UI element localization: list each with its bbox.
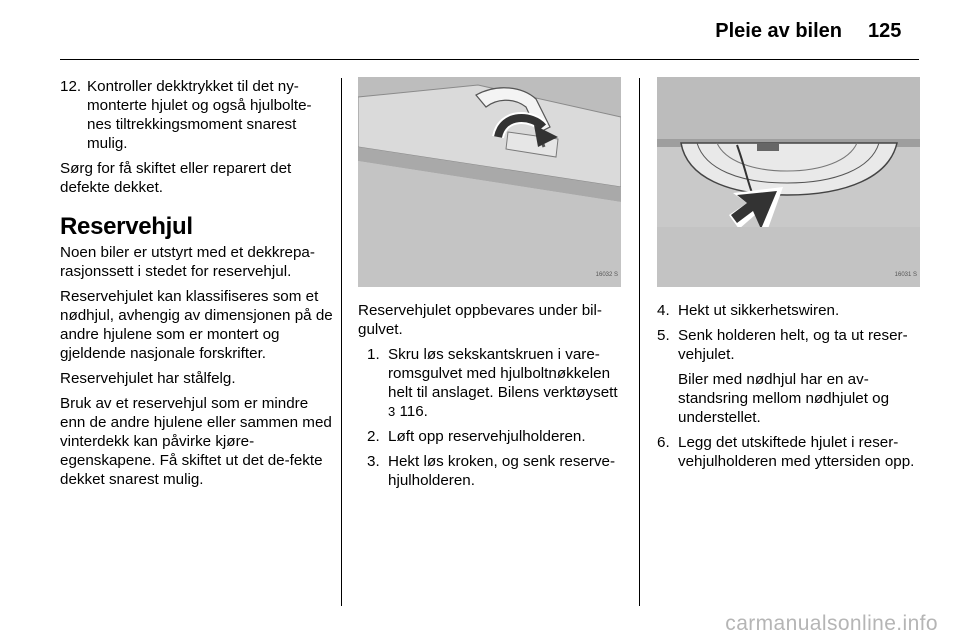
- step-text: Hekt ut sikkerhetswiren.: [678, 302, 840, 319]
- page-reference-arrow-icon: 3: [388, 404, 396, 419]
- page-reference-link[interactable]: 116.: [399, 403, 428, 420]
- step-number: 4.: [657, 302, 670, 319]
- instruction-step-3: [358, 452, 624, 490]
- step-text: Senk holderen helt, og ta ut reser-vehjulet.: [678, 327, 908, 363]
- paragraph-repair-tyre: Sørg for få skiftet eller reparert det defekte dekket.: [60, 160, 292, 196]
- instruction-step-5: [657, 326, 922, 427]
- header-divider: [60, 59, 919, 60]
- step-number: 3.: [367, 453, 380, 470]
- figure-code: 16031 S: [894, 272, 917, 278]
- column-divider-2: [639, 78, 640, 606]
- instruction-step-6: [657, 433, 922, 471]
- step-number: 1.: [367, 346, 380, 363]
- step-number: 2.: [367, 428, 380, 445]
- paragraph-storage: Reservehjulet oppbevares under bil-gulvet.: [358, 302, 602, 338]
- page-number: 125: [868, 20, 902, 42]
- paragraph-repair-kit: Noen biler er utstyrt med et dekkrepa-rasjonssett i stedet for reservehjul.: [60, 244, 315, 280]
- paragraph-handling: Bruk av et reservehjul som er mindre enn de andre hjulene eller sammen med vinterdekk kan påvirke kjøre-egenskapene. Få skiftet ut det de-fekte dekket snarest mulig.: [60, 395, 332, 488]
- instruction-step-1: [358, 345, 624, 421]
- watermark: carmanualsonline.info: [725, 612, 938, 635]
- section-heading: Reservehjul: [60, 213, 193, 240]
- paragraph-steel-rim: Reservehjulet har stålfelg.: [60, 370, 236, 387]
- step-text: Hekt løs kroken, og senk reserve-hjulholderen.: [388, 453, 616, 489]
- instruction-step-4: [657, 301, 922, 320]
- step-text: Kontroller dekktrykket til det ny-monterte hjulet og også hjulbolte-nes tiltrekkingsmoment snarest mulig.: [87, 78, 312, 152]
- cargo-floor-illustration: [358, 77, 621, 287]
- instruction-step-12: [60, 77, 336, 153]
- figure-spare-wheel-holder: [657, 77, 920, 287]
- step-number: 12.: [60, 78, 82, 95]
- step-text: Skru løs sekskantskruen i vare-romsgulvet med hjulboltnøkkelen helt til anslaget. Bilens verktøysett: [388, 346, 618, 401]
- figure-code: 16032 S: [595, 272, 618, 278]
- spare-wheel-holder-illustration: [657, 77, 920, 287]
- column-divider-1: [341, 78, 342, 606]
- column-2: [358, 77, 624, 496]
- step-text: Løft opp reservehjulholderen.: [388, 428, 586, 445]
- paragraph-classification: Reservehjulet kan klassifiseres som et nødhjul, avhengig av dimensjonen på de andre hjulene som er montert og gjeldende nasjonale forskrifter.: [60, 288, 333, 362]
- figure-cargo-floor: [358, 77, 621, 287]
- step-number: 5.: [657, 327, 670, 344]
- instruction-step-2: [358, 427, 624, 446]
- step-number: 6.: [657, 434, 670, 451]
- column-1: [60, 77, 336, 495]
- page-title: Pleie av bilen: [715, 20, 842, 42]
- column-3: [657, 77, 922, 477]
- step-subnote: Biler med nødhjul har en av-standsring mellom nødhjulet og understellet.: [678, 371, 890, 426]
- step-text: Legg det utskiftede hjulet i reser-vehjulholderen med yttersiden opp.: [678, 434, 915, 470]
